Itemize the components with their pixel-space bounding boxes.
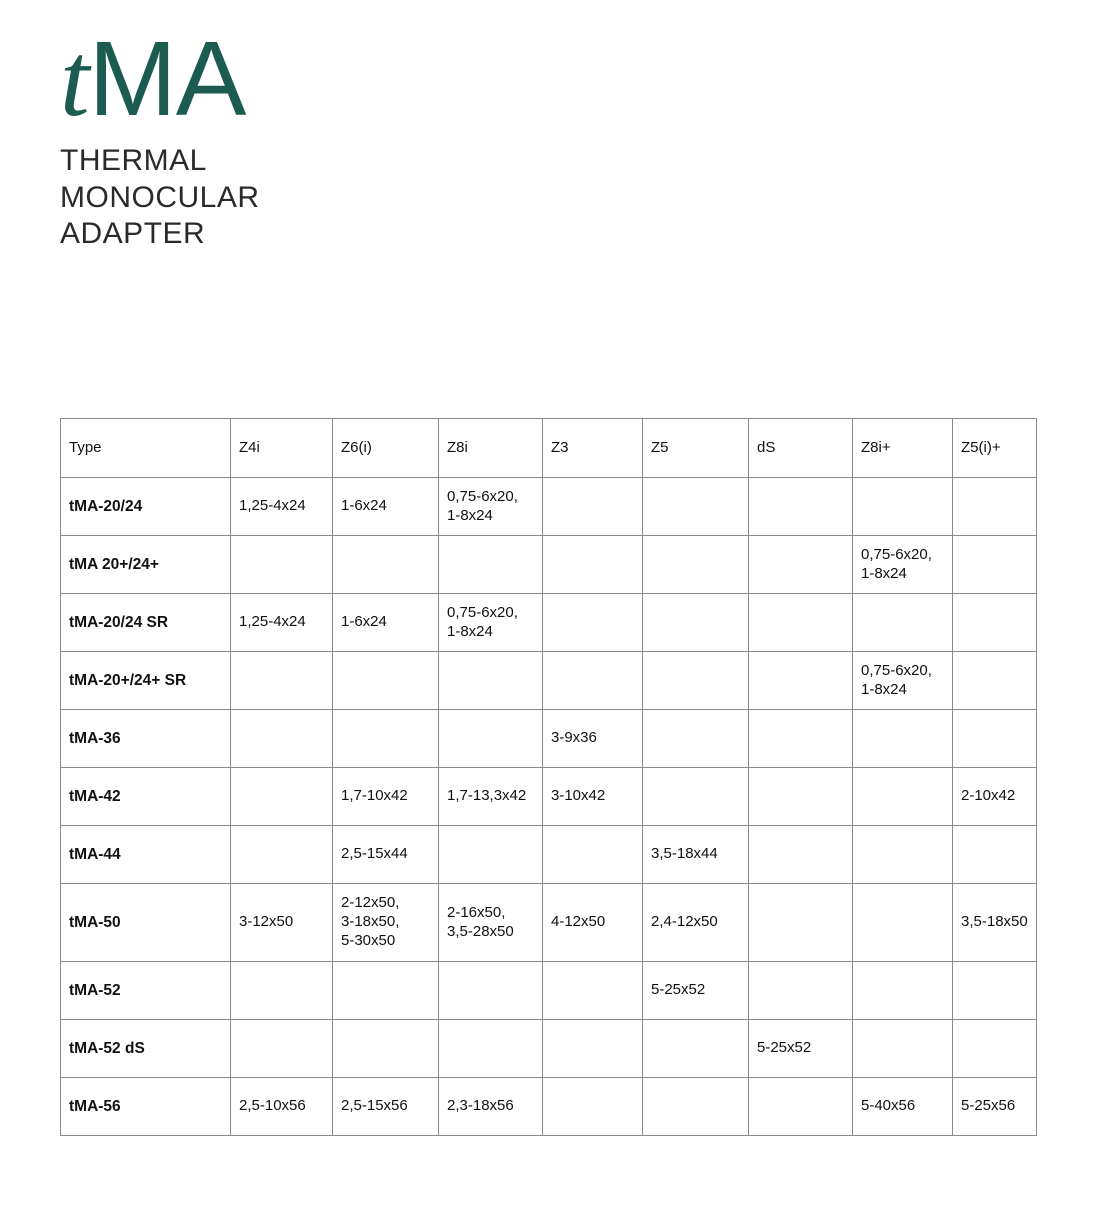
cell-lines xyxy=(239,613,324,632)
table-cell xyxy=(333,768,439,826)
table-cell xyxy=(953,884,1037,962)
column-header-z8i: Z8i+ xyxy=(853,419,953,478)
column-header-ds: dS xyxy=(749,419,853,478)
cell-line: 4-12x50 xyxy=(551,913,606,931)
cell-line: 3,5-18x50 xyxy=(961,913,1028,931)
table-cell xyxy=(543,1020,643,1078)
cell-lines xyxy=(447,787,534,806)
table-row xyxy=(61,710,1037,768)
table-cell xyxy=(439,652,543,710)
row-header-type: tMA-52 dS xyxy=(61,1020,231,1078)
table-cell xyxy=(231,1078,333,1136)
table-cell xyxy=(333,1078,439,1136)
table-cell xyxy=(643,1020,749,1078)
table-row xyxy=(61,652,1037,710)
row-header-type: tMA-20/24 SR xyxy=(61,594,231,652)
row-header-type: tMA-50 xyxy=(61,884,231,962)
table-cell xyxy=(231,1020,333,1078)
table-cell xyxy=(439,478,543,536)
cell-line: 2-10x42 xyxy=(961,787,1016,805)
cell-lines xyxy=(757,1039,844,1058)
table-cell xyxy=(749,1078,853,1136)
table-cell xyxy=(333,826,439,884)
logo-subtitle-line-2: MONOCULAR xyxy=(60,180,260,214)
table-cell xyxy=(333,478,439,536)
table-cell xyxy=(853,962,953,1020)
table-cell xyxy=(439,884,543,962)
cell-lines xyxy=(551,729,634,748)
table-cell xyxy=(543,1078,643,1136)
table-cell xyxy=(333,710,439,768)
table-cell xyxy=(853,768,953,826)
table-cell xyxy=(543,962,643,1020)
cell-line: 3-12x50 xyxy=(239,913,294,931)
table-cell xyxy=(749,478,853,536)
table-cell xyxy=(749,536,853,594)
table-cell xyxy=(853,1020,953,1078)
cell-line: 0,75-6x20, xyxy=(861,661,932,679)
table-cell xyxy=(953,594,1037,652)
table-cell xyxy=(439,594,543,652)
table-cell xyxy=(543,536,643,594)
table-cell xyxy=(333,536,439,594)
cell-line: 2,5-15x44 xyxy=(341,845,408,863)
cell-lines xyxy=(447,488,534,526)
cell-lines xyxy=(239,1097,324,1116)
table-cell xyxy=(543,768,643,826)
table-row xyxy=(61,594,1037,652)
cell-lines xyxy=(961,913,1028,932)
table-body xyxy=(61,478,1037,1136)
cell-line: 1,25-4x24 xyxy=(239,497,306,515)
table-row xyxy=(61,826,1037,884)
table-cell xyxy=(231,884,333,962)
table-cell xyxy=(231,594,333,652)
cell-line: 3-18x50, xyxy=(341,913,400,931)
cell-line: 2,3-18x56 xyxy=(447,1097,514,1115)
table-cell xyxy=(853,594,953,652)
cell-line: 1,7-13,3x42 xyxy=(447,787,527,805)
cell-line: 1-6x24 xyxy=(341,613,387,631)
table-cell xyxy=(439,1078,543,1136)
logo-subtitle xyxy=(60,143,480,253)
table-cell xyxy=(643,710,749,768)
table-cell xyxy=(439,1020,543,1078)
table-cell xyxy=(749,652,853,710)
table-cell xyxy=(953,536,1037,594)
table-row xyxy=(61,768,1037,826)
compatibility-table-container xyxy=(60,418,1036,1136)
cell-line: 3-9x36 xyxy=(551,729,597,747)
table-cell xyxy=(953,652,1037,710)
table-cell xyxy=(333,652,439,710)
cell-lines xyxy=(341,845,430,864)
cell-line: 2,4-12x50 xyxy=(651,913,718,931)
cell-line: 3,5-18x44 xyxy=(651,845,718,863)
table-cell xyxy=(231,478,333,536)
table-cell xyxy=(853,710,953,768)
table-cell xyxy=(643,652,749,710)
table-row xyxy=(61,536,1037,594)
table-cell xyxy=(543,652,643,710)
cell-line: 5-25x52 xyxy=(757,1039,812,1057)
row-header-type: tMA-36 xyxy=(61,710,231,768)
table-cell xyxy=(749,710,853,768)
row-header-type: tMA-20+/24+ SR xyxy=(61,652,231,710)
table-cell xyxy=(333,962,439,1020)
table-cell xyxy=(953,962,1037,1020)
cell-line: 0,75-6x20, xyxy=(447,487,518,505)
cell-line: 2,5-10x56 xyxy=(239,1097,306,1115)
cell-lines xyxy=(651,845,740,864)
table-cell xyxy=(439,710,543,768)
row-header-type: tMA 20+/24+ xyxy=(61,536,231,594)
cell-line: 5-25x56 xyxy=(961,1097,1016,1115)
table-cell xyxy=(953,710,1037,768)
table-cell xyxy=(231,768,333,826)
row-header-type: tMA-56 xyxy=(61,1078,231,1136)
table-cell xyxy=(439,768,543,826)
table-header xyxy=(61,419,1037,478)
cell-lines xyxy=(341,787,430,806)
table-cell xyxy=(643,1078,749,1136)
cell-lines xyxy=(447,904,534,942)
cell-line: 1,25-4x24 xyxy=(239,613,306,631)
table-cell xyxy=(853,478,953,536)
table-cell xyxy=(231,826,333,884)
cell-line: 1-6x24 xyxy=(341,497,387,515)
cell-line: 1-8x24 xyxy=(447,506,493,524)
table-cell xyxy=(749,768,853,826)
cell-line: 5-40x56 xyxy=(861,1097,916,1115)
table-cell xyxy=(953,826,1037,884)
table-cell xyxy=(439,962,543,1020)
table-cell xyxy=(231,536,333,594)
column-header-type: Type xyxy=(61,419,231,478)
table-cell xyxy=(749,1020,853,1078)
cell-lines xyxy=(341,497,430,516)
cell-line: 1-8x24 xyxy=(861,680,907,698)
column-header-z5-i: Z5(i)+ xyxy=(953,419,1037,478)
table-cell xyxy=(953,1020,1037,1078)
table-row xyxy=(61,962,1037,1020)
table-cell xyxy=(643,768,749,826)
cell-lines xyxy=(651,981,740,1000)
logo-subtitle-line-1: THERMAL xyxy=(60,144,207,177)
table-cell xyxy=(749,826,853,884)
cell-line: 5-25x52 xyxy=(651,981,706,999)
row-header-type: tMA-42 xyxy=(61,768,231,826)
table-cell xyxy=(231,710,333,768)
table-header-row xyxy=(61,419,1037,478)
table-cell xyxy=(543,826,643,884)
cell-lines xyxy=(239,913,324,932)
table-cell xyxy=(643,594,749,652)
column-header-z4i: Z4i xyxy=(231,419,333,478)
table-row xyxy=(61,1078,1037,1136)
table-cell xyxy=(853,536,953,594)
row-header-type: tMA-52 xyxy=(61,962,231,1020)
cell-line: 1-8x24 xyxy=(447,622,493,640)
table-cell xyxy=(231,962,333,1020)
cell-line: 2-16x50, xyxy=(447,903,506,921)
table-cell xyxy=(333,1020,439,1078)
column-header-z3: Z3 xyxy=(543,419,643,478)
cell-lines xyxy=(551,913,634,932)
cell-lines xyxy=(861,1097,944,1116)
cell-lines xyxy=(961,787,1028,806)
table-row xyxy=(61,478,1037,536)
table-cell xyxy=(853,652,953,710)
table-cell xyxy=(543,478,643,536)
table-cell xyxy=(643,536,749,594)
compatibility-table xyxy=(60,418,1037,1136)
table-cell xyxy=(749,962,853,1020)
logo-wordmark-ma: MA xyxy=(88,20,246,138)
table-cell xyxy=(749,884,853,962)
table-cell xyxy=(853,1078,953,1136)
cell-line: 2,5-15x56 xyxy=(341,1097,408,1115)
cell-lines xyxy=(651,913,740,932)
table-cell xyxy=(333,884,439,962)
cell-line: 1,7-10x42 xyxy=(341,787,408,805)
cell-lines xyxy=(551,787,634,806)
table-cell xyxy=(543,594,643,652)
cell-line: 3,5-28x50 xyxy=(447,922,514,940)
column-header-z8i: Z8i xyxy=(439,419,543,478)
table-cell xyxy=(543,884,643,962)
cell-lines xyxy=(341,894,430,950)
cell-lines xyxy=(447,1097,534,1116)
cell-line: 0,75-6x20, xyxy=(447,603,518,621)
logo-subtitle-line-3: ADAPTER xyxy=(60,217,206,251)
product-logo xyxy=(60,20,480,253)
cell-line: 1-8x24 xyxy=(861,564,907,582)
table-cell xyxy=(543,710,643,768)
table-cell xyxy=(749,594,853,652)
logo-wordmark-t: t xyxy=(60,21,89,138)
table-cell xyxy=(643,884,749,962)
table-cell xyxy=(333,594,439,652)
column-header-z5: Z5 xyxy=(643,419,749,478)
table-cell xyxy=(439,536,543,594)
table-cell xyxy=(643,962,749,1020)
cell-lines xyxy=(239,497,324,516)
table-cell xyxy=(231,652,333,710)
cell-lines xyxy=(341,1097,430,1116)
cell-lines xyxy=(861,662,944,700)
cell-line: 3-10x42 xyxy=(551,787,606,805)
table-cell xyxy=(953,768,1037,826)
table-cell xyxy=(953,478,1037,536)
cell-line: 0,75-6x20, xyxy=(861,545,932,563)
cell-line: 5-30x50 xyxy=(341,931,396,949)
logo-wordmark xyxy=(60,20,480,138)
table-cell xyxy=(643,478,749,536)
table-row xyxy=(61,884,1037,962)
table-cell xyxy=(953,1078,1037,1136)
table-cell xyxy=(853,826,953,884)
cell-lines xyxy=(341,613,430,632)
column-header-z6-i: Z6(i) xyxy=(333,419,439,478)
cell-line: 2-12x50, xyxy=(341,894,400,912)
table-cell xyxy=(853,884,953,962)
cell-lines xyxy=(861,546,944,584)
row-header-type: tMA-44 xyxy=(61,826,231,884)
table-cell xyxy=(439,826,543,884)
table-row xyxy=(61,1020,1037,1078)
table-cell xyxy=(643,826,749,884)
cell-lines xyxy=(447,604,534,642)
row-header-type: tMA-20/24 xyxy=(61,478,231,536)
cell-lines xyxy=(961,1097,1028,1116)
